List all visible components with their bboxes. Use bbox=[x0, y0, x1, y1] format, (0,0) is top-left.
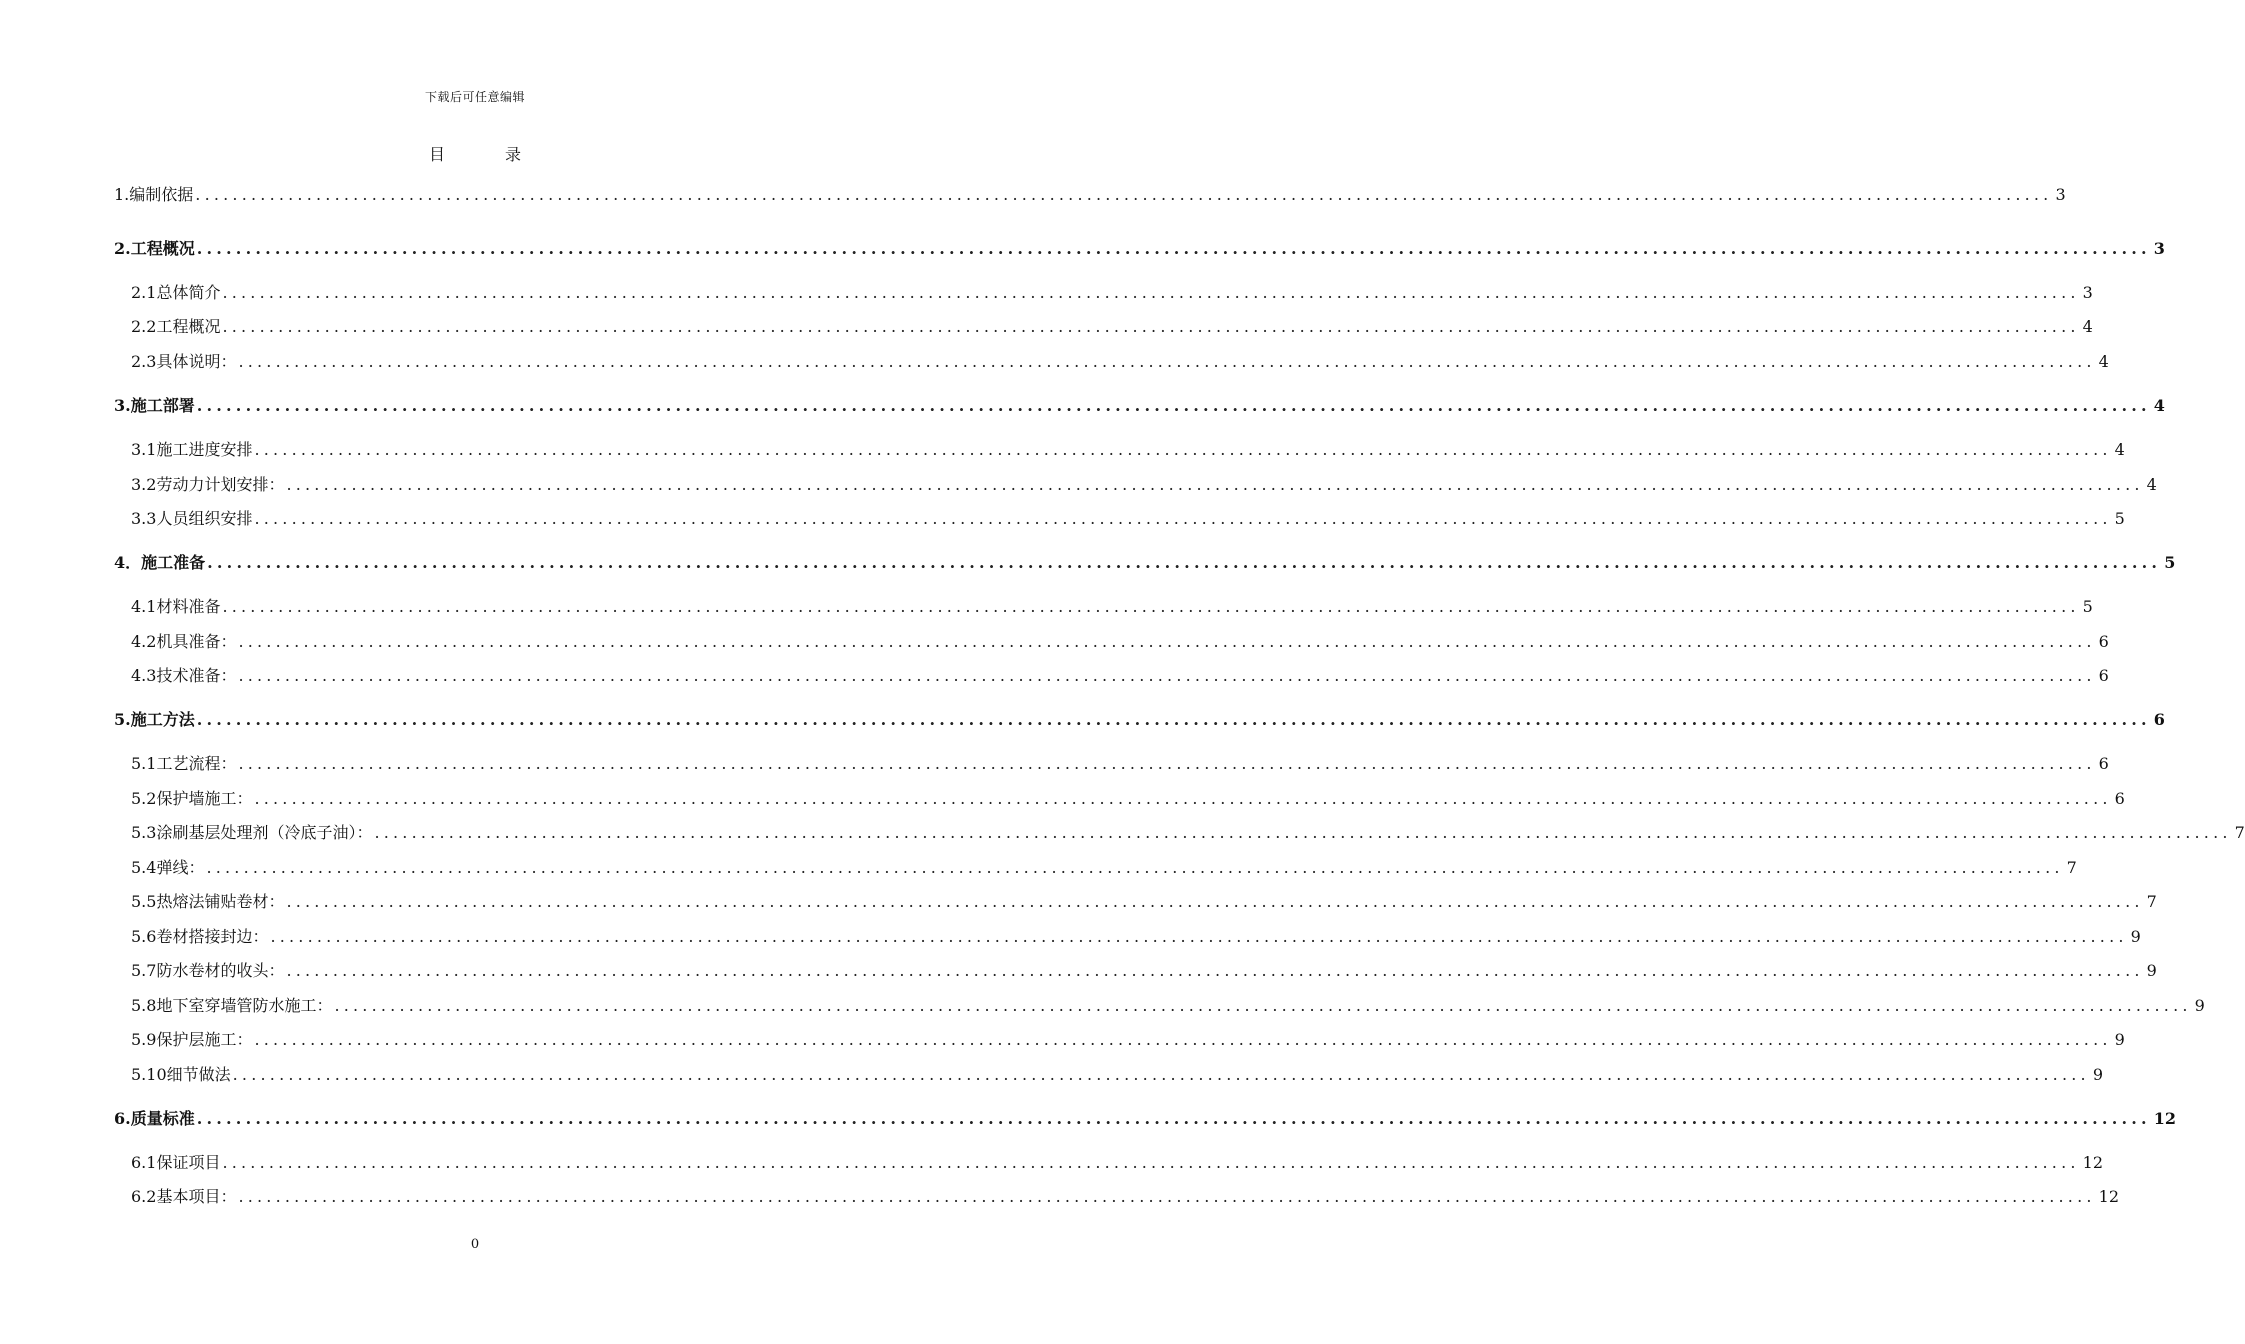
toc-entry[interactable] bbox=[0, 993, 2205, 1017]
toc-entry-page: 9 bbox=[2092, 1065, 2104, 1084]
toc-entry-row bbox=[131, 924, 2141, 948]
toc-entry-page: 4 bbox=[2114, 440, 2125, 459]
dot-leader: ........................................................................................................................................................................................................ bbox=[270, 927, 2128, 946]
toc-entry-page: 6 bbox=[2153, 710, 2165, 729]
toc-entry-row bbox=[131, 958, 2157, 982]
toc-entry-page: 5 bbox=[2082, 597, 2093, 616]
toc-entry[interactable] bbox=[0, 855, 2077, 879]
toc-entry-title: 5.10细节做法 bbox=[131, 1065, 231, 1084]
dot-leader: ........................................................................................................................................................................................................ bbox=[232, 1065, 2090, 1084]
toc-entry-row bbox=[131, 280, 2093, 304]
toc-entry-page: 12 bbox=[2098, 1187, 2119, 1206]
toc-entry-title: 4.3技术准备： bbox=[131, 666, 237, 685]
toc-entry-page: 6 bbox=[2098, 754, 2109, 773]
dot-leader: ........................................................................................................................................................................................................ bbox=[286, 475, 2144, 494]
dot-leader: ........................................................................................................................................................................................................ bbox=[254, 509, 2112, 528]
toc-entry[interactable] bbox=[0, 472, 2157, 496]
toc-entry-page: 3 bbox=[2055, 185, 2066, 204]
toc-entry-title: 5.8地下室穿墙管防水施工： bbox=[131, 996, 333, 1015]
toc-entry-row bbox=[114, 550, 2176, 574]
toc-entry[interactable] bbox=[0, 236, 2165, 260]
toc-entry-row bbox=[131, 993, 2205, 1017]
toc-entry-title: 3.3人员组织安排 bbox=[131, 509, 253, 528]
toc-entry[interactable] bbox=[0, 314, 2093, 338]
toc-entry-title: 2.1总体简介 bbox=[131, 283, 221, 302]
toc-entry-row bbox=[131, 1027, 2125, 1051]
dot-leader: ........................................................................................................................................................................................................ bbox=[222, 1153, 2080, 1172]
toc-entry-row bbox=[131, 1062, 2104, 1086]
toc-entry[interactable] bbox=[0, 437, 2125, 461]
toc-entry-row bbox=[114, 236, 2165, 260]
toc-entry-title: 6.2基本项目： bbox=[131, 1187, 237, 1206]
toc-entry-title: 5.7防水卷材的收头： bbox=[131, 961, 285, 980]
page-number: 0 bbox=[470, 1237, 480, 1252]
toc-entry-title: 2.工程概况 bbox=[114, 239, 195, 258]
toc-entry[interactable] bbox=[0, 924, 2141, 948]
dot-leader: ........................................................................................................................................................................................................ bbox=[196, 710, 2151, 729]
dot-leader: ........................................................................................................................................................................................................ bbox=[207, 553, 2162, 572]
toc-entry[interactable] bbox=[0, 958, 2157, 982]
dot-leader: ........................................................................................................................................................................................................ bbox=[254, 1030, 2112, 1049]
dot-leader: ........................................................................................................................................................................................................ bbox=[195, 185, 2053, 204]
toc-entry-title: 5.9保护层施工： bbox=[131, 1030, 253, 1049]
toc-entry[interactable] bbox=[0, 594, 2093, 618]
toc-entry-row bbox=[114, 707, 2165, 731]
toc-entry-page: 3 bbox=[2082, 283, 2093, 302]
toc-entry-title: 5.5热熔法铺贴卷材： bbox=[131, 892, 285, 911]
toc-entry-title: 4.1材料准备 bbox=[131, 597, 221, 616]
toc-entry-row bbox=[131, 472, 2157, 496]
toc-entry-row bbox=[131, 594, 2093, 618]
toc-entry-title: 3.1施工进度安排 bbox=[131, 440, 253, 459]
dot-leader: ........................................................................................................................................................................................................ bbox=[254, 789, 2112, 808]
toc-entry-page: 12 bbox=[2082, 1153, 2103, 1172]
toc-entry-page: 9 bbox=[2146, 961, 2157, 980]
toc-entry[interactable] bbox=[0, 349, 2109, 373]
toc-title-char-2: 录 bbox=[505, 145, 522, 164]
dot-leader: ........................................................................................................................................................................................................ bbox=[334, 996, 2192, 1015]
toc-entry-page: 7 bbox=[2146, 892, 2157, 911]
toc-entry[interactable] bbox=[0, 663, 2109, 687]
toc-entry-title: 4.2机具准备： bbox=[131, 632, 237, 651]
dot-leader: ........................................................................................................................................................................................................ bbox=[374, 823, 2232, 842]
toc-entry[interactable] bbox=[0, 707, 2165, 731]
dot-leader: ........................................................................................................................................................................................................ bbox=[196, 239, 2151, 258]
toc-entry-title: 5.4弹线： bbox=[131, 858, 205, 877]
toc-entry-page: 7 bbox=[2066, 858, 2077, 877]
toc-entry-title: 5.施工方法 bbox=[114, 710, 195, 729]
toc-entry-title: 2.3具体说明： bbox=[131, 352, 237, 371]
toc-entry-row bbox=[131, 1150, 2103, 1174]
toc-entry-title: 2.2工程概况 bbox=[131, 317, 221, 336]
toc-entry-row bbox=[131, 314, 2093, 338]
toc-entry[interactable] bbox=[0, 1027, 2125, 1051]
toc-entry-title: 5.2保护墙施工： bbox=[131, 789, 253, 808]
dot-leader: ........................................................................................................................................................................................................ bbox=[238, 754, 2096, 773]
toc-entry-page: 4 bbox=[2153, 396, 2165, 415]
toc-entry-row bbox=[131, 1184, 2119, 1208]
toc-entry-row bbox=[131, 349, 2109, 373]
toc-entry-row bbox=[131, 889, 2157, 913]
toc-entry[interactable] bbox=[0, 889, 2157, 913]
toc-entry[interactable] bbox=[0, 629, 2109, 653]
toc-entry[interactable] bbox=[0, 1150, 2103, 1174]
toc-entry-page: 9 bbox=[2194, 996, 2205, 1015]
toc-entry-page: 4 bbox=[2098, 352, 2109, 371]
toc-entry-page: 12 bbox=[2153, 1109, 2177, 1128]
toc-entry[interactable] bbox=[0, 820, 2245, 844]
toc-title-char-1: 目 bbox=[428, 145, 445, 164]
toc-entry-title: 6.1保证项目 bbox=[131, 1153, 221, 1172]
toc-entry-title: 3.施工部署 bbox=[114, 396, 195, 415]
toc-entry[interactable] bbox=[0, 393, 2165, 417]
toc-entry-page: 5 bbox=[2164, 553, 2176, 572]
toc-entry[interactable] bbox=[0, 786, 2125, 810]
dot-leader: ........................................................................................................................................................................................................ bbox=[222, 283, 2080, 302]
dot-leader: ........................................................................................................................................................................................................ bbox=[222, 597, 2080, 616]
toc-entry-page: 6 bbox=[2098, 632, 2109, 651]
toc-entry-title: 6.质量标准 bbox=[114, 1109, 195, 1128]
toc-entry-page: 7 bbox=[2234, 823, 2245, 842]
dot-leader: ........................................................................................................................................................................................................ bbox=[238, 352, 2096, 371]
dot-leader: ........................................................................................................................................................................................................ bbox=[286, 961, 2144, 980]
dot-leader: ........................................................................................................................................................................................................ bbox=[286, 892, 2144, 911]
dot-leader: ........................................................................................................................................................................................................ bbox=[222, 317, 2080, 336]
toc-entry-page: 5 bbox=[2114, 509, 2125, 528]
dot-leader: ........................................................................................................................................................................................................ bbox=[238, 632, 2096, 651]
toc-entry-title: 4．施工准备 bbox=[114, 553, 206, 572]
toc-entry-page: 4 bbox=[2082, 317, 2093, 336]
toc-entry-title: 1.编制依据 bbox=[114, 185, 194, 204]
toc-entry-row bbox=[131, 629, 2109, 653]
toc-entry-title: 5.3涂刷基层处理剂（冷底子油）： bbox=[131, 823, 373, 842]
toc-entry-page: 9 bbox=[2130, 927, 2141, 946]
toc-entry-page: 4 bbox=[2146, 475, 2157, 494]
toc-entry-row bbox=[131, 506, 2125, 530]
toc-entry[interactable] bbox=[0, 550, 2176, 574]
toc-entry[interactable] bbox=[0, 1106, 2177, 1130]
toc-entry-row bbox=[131, 437, 2125, 461]
toc-entry[interactable] bbox=[0, 751, 2109, 775]
toc-entry-row bbox=[131, 855, 2077, 879]
toc-entry[interactable] bbox=[0, 1062, 2104, 1086]
dot-leader: ........................................................................................................................................................................................................ bbox=[196, 396, 2151, 415]
dot-leader: ........................................................................................................................................................................................................ bbox=[196, 1109, 2151, 1128]
toc-entry-row bbox=[114, 182, 2066, 206]
dot-leader: ........................................................................................................................................................................................................ bbox=[254, 440, 2112, 459]
toc-entry-row bbox=[131, 820, 2245, 844]
toc-entry-row bbox=[114, 393, 2165, 417]
toc-entry-row bbox=[131, 786, 2125, 810]
toc-entry-page: 9 bbox=[2114, 1030, 2125, 1049]
toc-entry[interactable] bbox=[0, 280, 2093, 304]
dot-leader: ........................................................................................................................................................................................................ bbox=[238, 666, 2096, 685]
toc-entry[interactable] bbox=[0, 1184, 2119, 1208]
toc-entry-title: 5.1工艺流程： bbox=[131, 754, 237, 773]
toc-entry-page: 3 bbox=[2153, 239, 2165, 258]
toc-entry[interactable] bbox=[0, 182, 2066, 206]
toc-entry-title: 3.2劳动力计划安排： bbox=[131, 475, 285, 494]
toc-entry-title: 5.6卷材搭接封边： bbox=[131, 927, 269, 946]
header-note: 下载后可任意编辑 bbox=[424, 90, 525, 104]
toc-entry-page: 6 bbox=[2114, 789, 2125, 808]
toc-entry[interactable] bbox=[0, 506, 2125, 530]
toc-entry-page: 6 bbox=[2098, 666, 2109, 685]
toc-entry-row bbox=[114, 1106, 2177, 1130]
toc-title bbox=[0, 142, 950, 165]
toc-entry-row bbox=[131, 663, 2109, 687]
toc-entry-row bbox=[131, 751, 2109, 775]
dot-leader: ........................................................................................................................................................................................................ bbox=[206, 858, 2064, 877]
dot-leader: ........................................................................................................................................................................................................ bbox=[238, 1187, 2096, 1206]
